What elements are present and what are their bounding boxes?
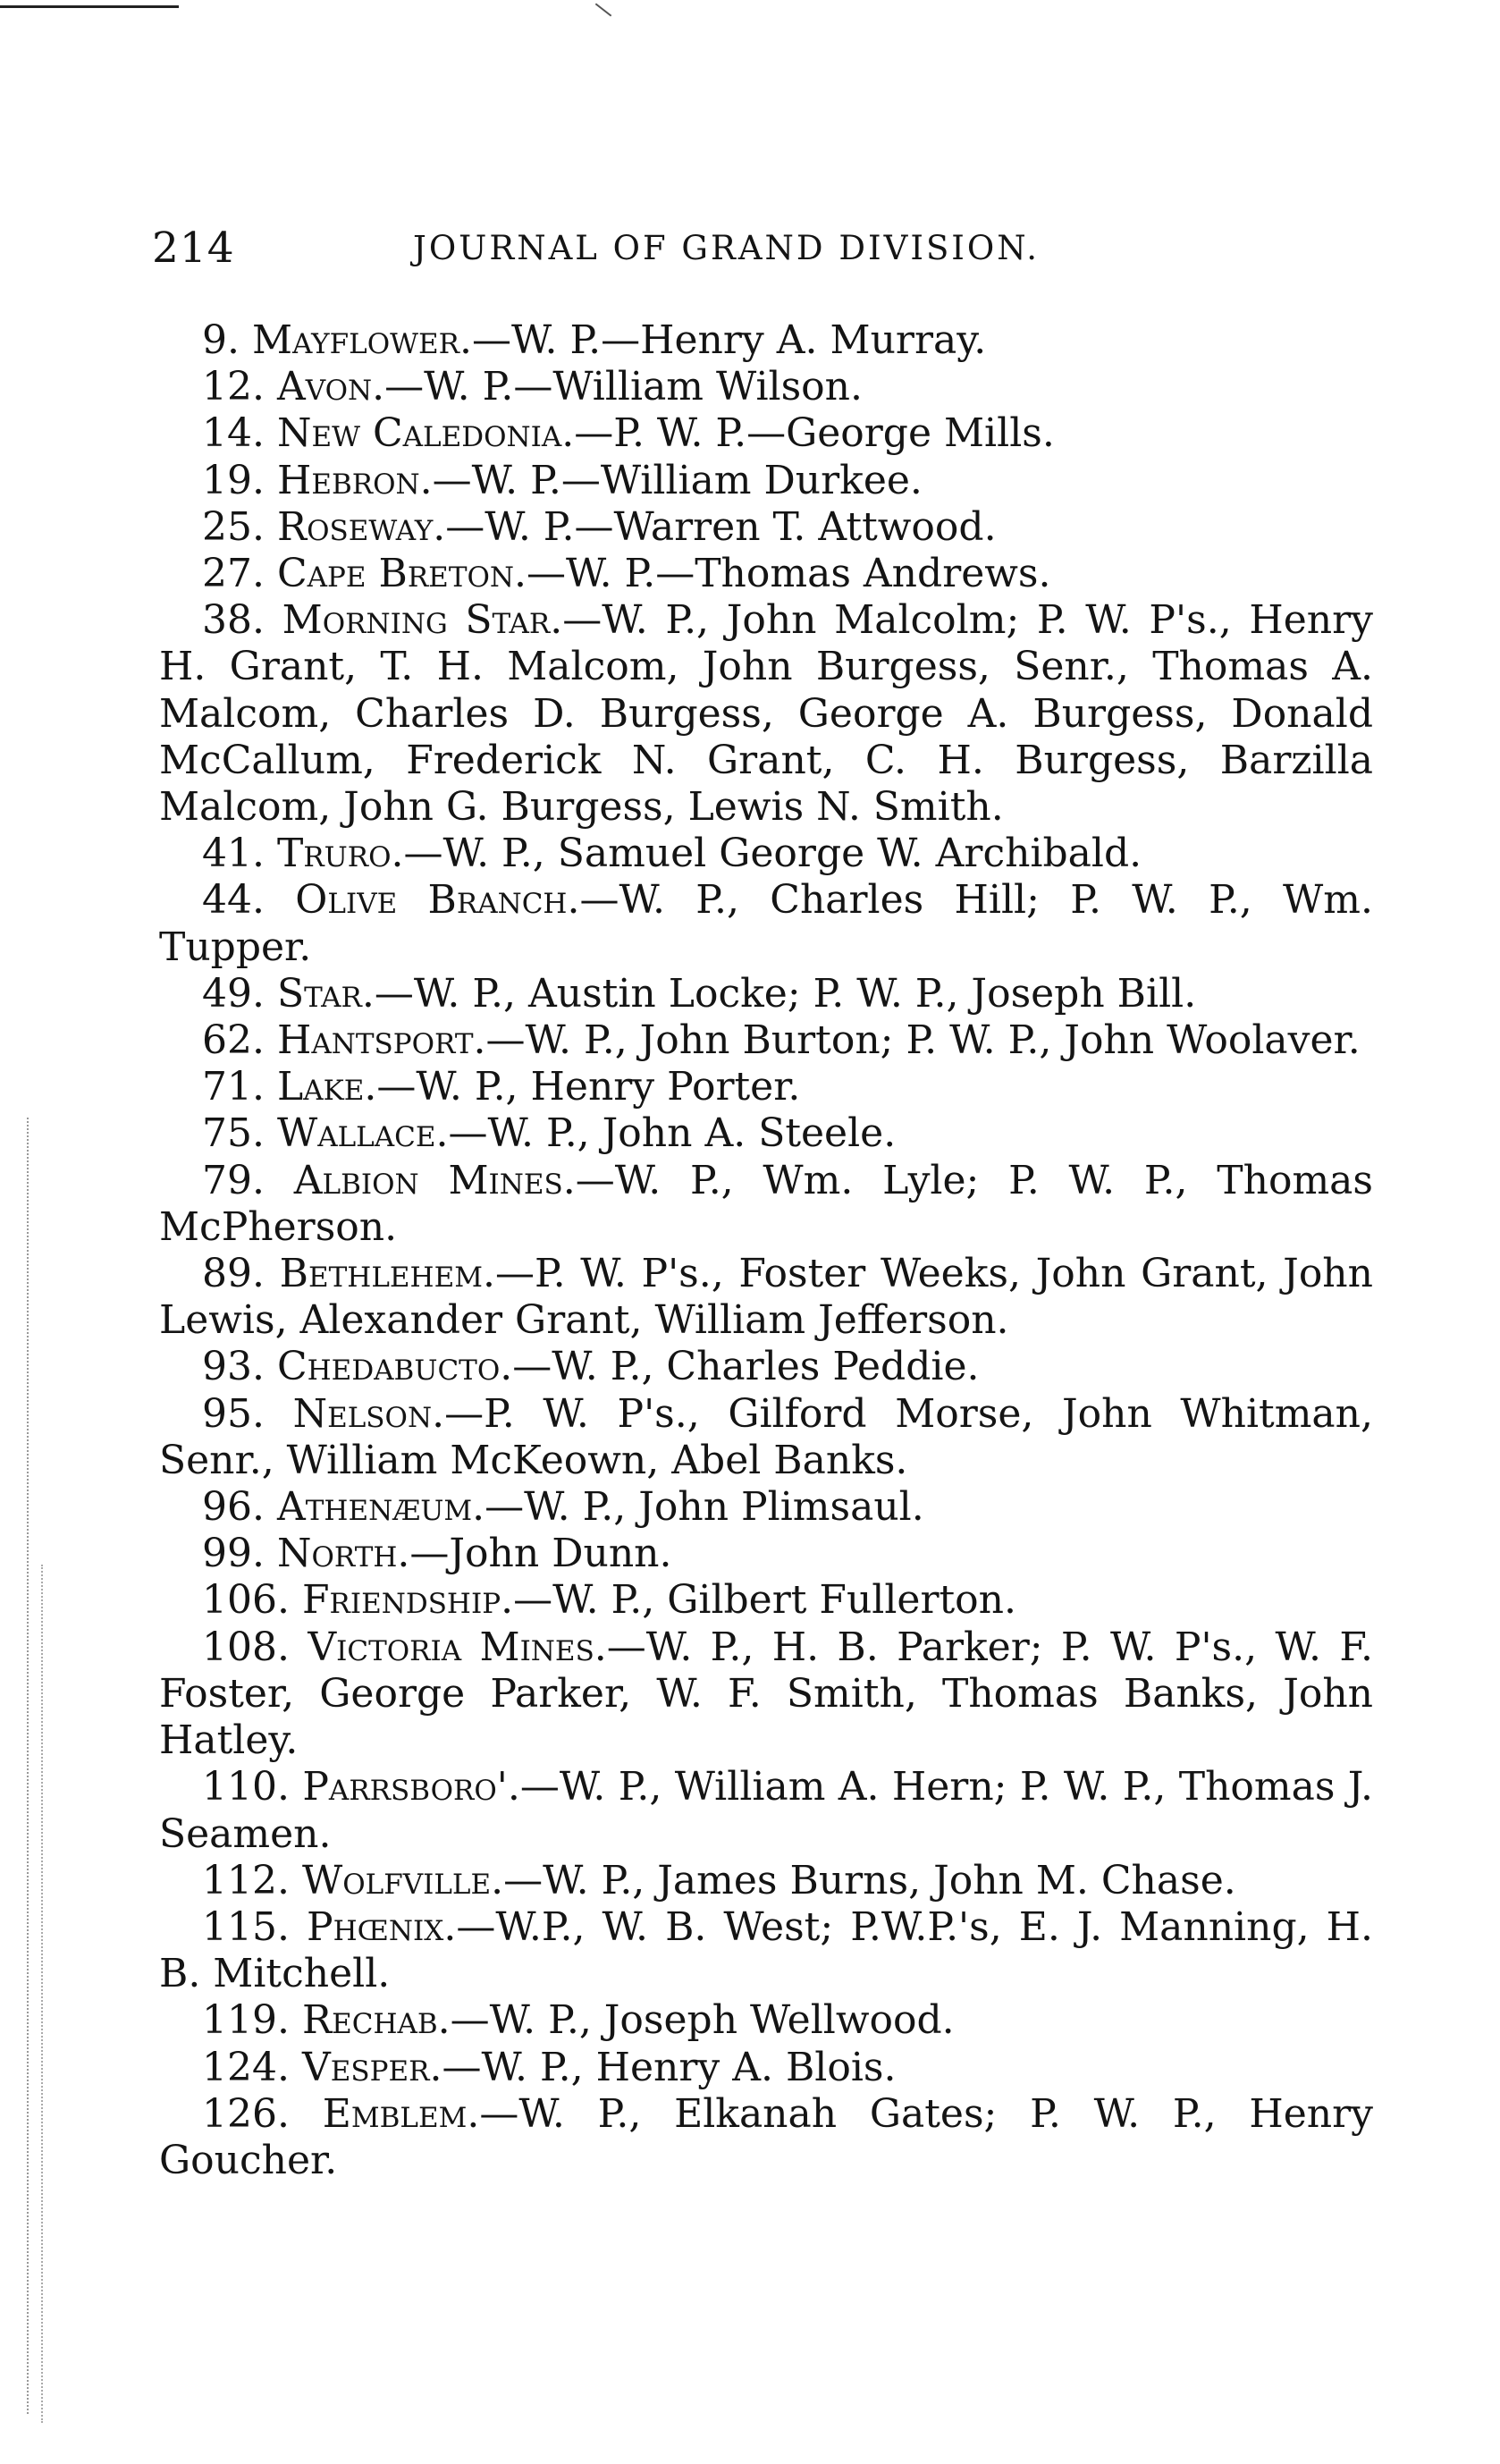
lodge-number: 12. [202, 364, 265, 410]
top-mark [595, 3, 612, 16]
lodge-entry [159, 1158, 1373, 1251]
lodge-officers: —W. P.—Thomas Andrews. [527, 551, 1051, 597]
lodge-officers: —W. P., John Burton; P. W. P., John Woolaver. [485, 1017, 1361, 1064]
lodge-number: 108. [202, 1624, 290, 1670]
lodge-number: 119. [202, 1997, 290, 2044]
lodge-number: 14. [202, 410, 265, 457]
lodge-entry [159, 410, 1373, 457]
lodge-entry [159, 1577, 1373, 1624]
lodge-officers: —W. P., Wm. Lyle; P. W. P., Thomas McPherson. [159, 1157, 1373, 1250]
lodge-name: Mayflower. [251, 317, 472, 363]
lodge-entry [159, 551, 1373, 597]
lodge-officers: —W. P., John A. Steele. [448, 1110, 897, 1157]
lodge-name: North. [276, 1531, 410, 1577]
lodge-entry [159, 971, 1373, 1017]
lodge-name: Roseway. [276, 503, 446, 550]
lodge-officers: —W. P., John Malcolm; P. W. P's., Henry H. Grant, T. H. Malcom, John Burgess, Senr., Thomas A. Malcom, Charles D. Burgess, George A. Burgess, Donald McCallum, Frederick N. Grant, C. H. Burgess, Barzilla Malcom, John G. Burgess, Lewis N. Smith. [159, 597, 1373, 831]
lodge-number: 49. [202, 970, 265, 1017]
lodge-officers: —W. P., Samuel George W. Archibald. [403, 831, 1142, 877]
lodge-officers: —P. W. P.—George Mills. [574, 410, 1055, 457]
lodge-number: 99. [202, 1531, 265, 1577]
lodge-entry [159, 1904, 1373, 1997]
lodge-entry [159, 1484, 1373, 1531]
lodge-officers: —W. P., Austin Locke; P. W. P., Joseph Bill. [374, 970, 1197, 1017]
lodge-number: 96. [202, 1484, 265, 1531]
lodge-entry [159, 1110, 1373, 1157]
running-head [152, 224, 1368, 295]
lodge-entry [159, 317, 1373, 364]
lodge-name: Morning Star. [282, 597, 563, 644]
top-rule [0, 5, 179, 8]
lodge-name: Star. [276, 970, 375, 1017]
lodge-number: 126. [202, 2090, 290, 2137]
lodge-name: Parrsboro'. [302, 1764, 520, 1810]
lodge-number: 41. [202, 831, 265, 877]
lodge-officers: —W. P., H. B. Parker; P. W. P's., W. F. Foster, George Parker, W. F. Smith, Thomas Banks, John Hatley. [159, 1624, 1373, 1764]
lodge-entry [159, 1997, 1373, 2044]
lodge-entry [159, 1858, 1373, 1904]
lodge-entry [159, 831, 1373, 877]
lodge-number: 27. [202, 551, 265, 597]
lodge-number: 75. [202, 1110, 265, 1157]
lodge-name: Truro. [276, 831, 404, 877]
lodge-officers: —P. W. P's., Foster Weeks, John Grant, John Lewis, Alexander Grant, William Jefferson. [159, 1251, 1373, 1344]
lodge-entry [159, 597, 1373, 831]
lodge-number: 112. [202, 1857, 290, 1903]
lodge-name: Victoria Mines. [308, 1624, 607, 1670]
lodge-entry [159, 504, 1373, 551]
lodge-officers: —W. P., John Plimsaul. [485, 1484, 924, 1531]
lodge-name: Hantsport. [276, 1017, 486, 1064]
lodge-entry [159, 364, 1373, 410]
lodge-number: 95. [202, 1390, 265, 1437]
lodge-officers: —W. P.—Warren T. Attwood. [445, 503, 997, 550]
lodge-name: Friendship. [301, 1577, 514, 1624]
header-title: JOURNAL OF GRAND DIVISION. [413, 229, 1041, 267]
lodge-name: Phœnix. [307, 1903, 457, 1950]
lodge-officers: —W. P., Joseph Wellwood. [450, 1997, 955, 2044]
lodge-officers: —W.P., W. B. West; P.W.P.'s, E. J. Manning, H. B. Mitchell. [159, 1903, 1373, 1997]
lodge-entry [159, 877, 1373, 970]
lodge-officers: —W. P., Charles Hill; P. W. P., Wm. Tupper. [159, 877, 1373, 970]
lodge-entry [159, 1017, 1373, 1064]
lodge-name: New Caledonia. [276, 410, 575, 457]
lodge-name: Lake. [276, 1064, 377, 1110]
lodge-officers: —W. P., Gilbert Fullerton. [513, 1577, 1016, 1624]
lodge-number: 124. [202, 2044, 290, 2090]
lodge-entry [159, 1251, 1373, 1344]
lodge-number: 38. [202, 597, 265, 644]
lodge-name: Avon. [276, 364, 385, 410]
lodge-name: Bethlehem. [279, 1251, 495, 1297]
lodge-officers: —P. W. P's., Gilford Morse, John Whitman, Senr., William McKeown, Abel Banks. [159, 1390, 1373, 1483]
lodge-number: 71. [202, 1064, 265, 1110]
lodge-number: 19. [202, 457, 265, 503]
lodge-officers: —W. P., James Burns, John M. Chase. [503, 1857, 1236, 1903]
lodge-officers: —W. P.—William Wilson. [384, 364, 863, 410]
lodge-officers: —W. P.—William Durkee. [432, 457, 923, 503]
lodge-officers: —W. P., Henry A. Blois. [442, 2044, 897, 2090]
lodge-name: Hebron. [276, 457, 433, 503]
lodge-name: Emblem. [322, 2090, 480, 2137]
entries-list [159, 317, 1373, 2184]
lodge-number: 9. [202, 317, 240, 363]
lodge-name: Athenæum. [276, 1484, 485, 1531]
lodge-officers: —W. P., Charles Peddie. [512, 1344, 980, 1390]
lodge-name: Vesper. [301, 2044, 442, 2090]
lodge-number: 79. [202, 1157, 265, 1203]
lodge-entry [159, 1344, 1373, 1390]
lodge-entry [159, 1391, 1373, 1484]
lodge-entry [159, 2091, 1373, 2184]
lodge-entry [159, 458, 1373, 504]
lodge-number: 110. [202, 1764, 290, 1810]
lodge-name: Olive Branch. [295, 877, 580, 924]
lodge-officers: —W. P., Elkanah Gates; P. W. P., Henry Goucher. [159, 2090, 1373, 2183]
lodge-number: 25. [202, 503, 265, 550]
page-number: 214 [152, 224, 235, 273]
lodge-number: 89. [202, 1251, 265, 1297]
lodge-officers: —W. P.—Henry A. Murray. [471, 317, 987, 363]
lodge-number: 115. [202, 1903, 290, 1950]
lodge-name: Albion Mines. [293, 1157, 576, 1203]
lodge-entry [159, 1531, 1373, 1577]
lodge-entry [159, 1064, 1373, 1110]
lodge-name: Rechab. [301, 1997, 451, 2044]
lodge-number: 44. [202, 877, 265, 924]
lodge-number: 93. [202, 1344, 265, 1390]
lodge-officers: —W. P., William A. Hern; P. W. P., Thomas J. Seamen. [159, 1764, 1373, 1857]
lodge-officers: —John Dunn. [409, 1531, 672, 1577]
lodge-name: Cape Breton. [276, 551, 527, 597]
lodge-entry [159, 1624, 1373, 1765]
lodge-name: Wolfville. [301, 1857, 504, 1903]
lodge-number: 106. [202, 1577, 290, 1624]
lodge-entry [159, 2045, 1373, 2091]
lodge-entry [159, 1764, 1373, 1857]
margin-specks-secondary [41, 1565, 52, 2423]
lodge-name: Nelson. [292, 1390, 445, 1437]
lodge-officers: —W. P., Henry Porter. [376, 1064, 801, 1110]
lodge-number: 62. [202, 1017, 265, 1064]
lodge-name: Chedabucto. [276, 1344, 513, 1390]
lodge-name: Wallace. [276, 1110, 449, 1157]
